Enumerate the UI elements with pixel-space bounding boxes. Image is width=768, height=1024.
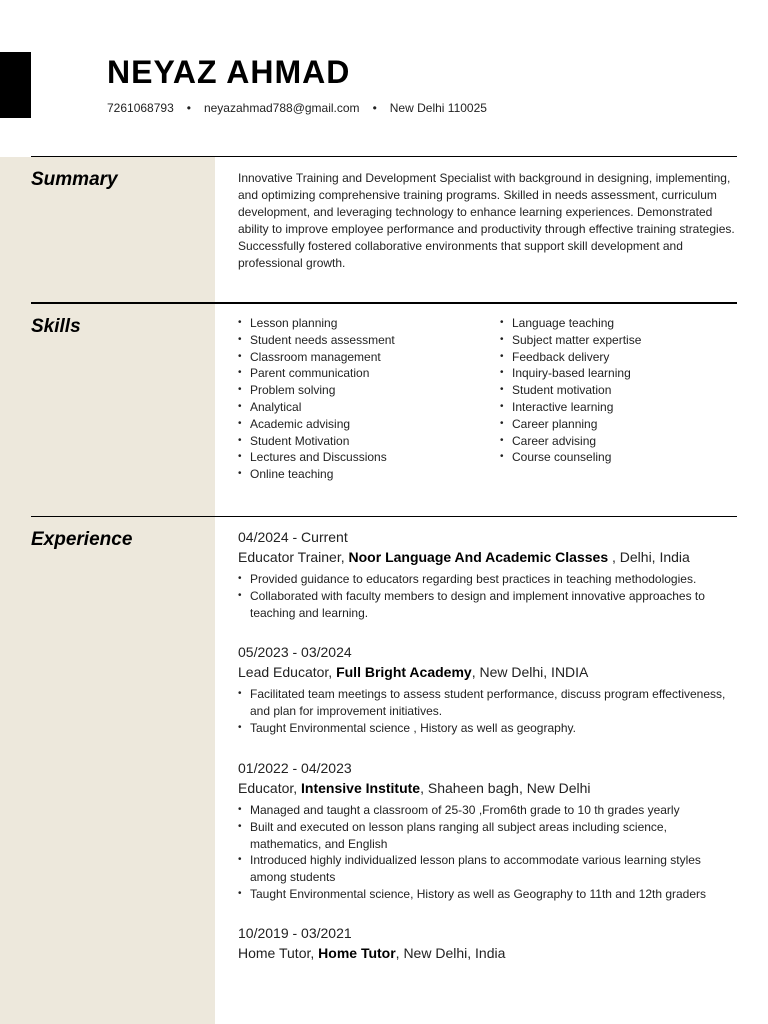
email-address: neyazahmad788@gmail.com [203, 101, 360, 115]
job-bullets [238, 686, 738, 736]
job-title [238, 943, 738, 963]
job-date: 05/2023 - 03/2024 [238, 644, 352, 660]
skill-item: • Online teaching [238, 466, 488, 483]
job-role: Lead Educator, [238, 664, 337, 680]
job-entry [238, 528, 738, 621]
job-organization: Full Bright Academy [336, 664, 472, 680]
job-place: , Shaheen bagh, New Delhi [420, 780, 591, 796]
header-accent-block [0, 52, 31, 118]
separator-dot: • [186, 101, 191, 115]
skill-item: • Classroom management [238, 349, 488, 366]
job-date: 04/2024 - Current [238, 529, 348, 545]
skill-item: • Lesson planning [238, 315, 488, 332]
section-divider [31, 302, 737, 304]
job-place: , New Delhi, INDIA [471, 664, 589, 680]
job-bullet: • Managed and taught a classroom of 25-30 ,From6th grade to 10 th grades yearly [238, 802, 738, 819]
job-bullets [238, 571, 738, 621]
skill-item: • Student needs assessment [238, 332, 488, 349]
section-divider [31, 516, 737, 517]
job-role: Educator Trainer, [238, 549, 349, 565]
job-title [238, 778, 738, 798]
skill-item: • Career advising [500, 433, 740, 450]
job-entry [238, 924, 738, 967]
skill-item: • Course counseling [500, 449, 740, 466]
skill-item: • Problem solving [238, 382, 488, 399]
job-role: Home Tutor, [238, 945, 319, 961]
job-bullet: • Provided guidance to educators regarding best practices in teaching methodologies. [238, 571, 738, 588]
job-title [238, 547, 738, 567]
job-role: Educator, [238, 780, 302, 796]
candidate-name: NEYAZ AHMAD [107, 54, 351, 90]
experience-heading: Experience [31, 529, 133, 550]
skill-item: • Feedback delivery [500, 349, 740, 366]
skill-item: • Parent communication [238, 365, 488, 382]
job-date: 10/2019 - 03/2021 [238, 925, 352, 941]
skill-item: • Language teaching [500, 315, 740, 332]
section-divider [31, 156, 737, 157]
job-bullets [238, 802, 738, 903]
job-bullet: • Introduced highly individualized lesson plans to accommodate various learning styles among students [238, 852, 738, 886]
skill-item: • Interactive learning [500, 399, 740, 416]
skill-item: • Student motivation [500, 382, 740, 399]
job-place: , Delhi, India [608, 549, 690, 565]
job-title [238, 662, 738, 682]
summary-heading: Summary [31, 169, 118, 190]
job-bullet: • Built and executed on lesson plans ranging all subject areas including science, mathematics, and English [238, 819, 738, 853]
job-bullet: • Taught Environmental science , History as well as geography. [238, 720, 738, 737]
job-bullet: • Collaborated with faculty members to design and implement innovative approaches to teaching and learning. [238, 588, 738, 622]
job-date: 01/2022 - 04/2023 [238, 760, 352, 776]
contact-line [107, 101, 487, 115]
skills-heading: Skills [31, 316, 81, 337]
skills-list-right [500, 315, 740, 466]
skill-item: • Analytical [238, 399, 488, 416]
summary-text: Innovative Training and Development Specialist with background in designing, implementing, and optimizing comprehensive training programs. Skilled in needs assessment, curriculum development, and leveraging technology to enhance learning experiences. Demonstrated ability to improve employee performance and productivity through effective training strategies. Successfully fostered collaborative environments that support skill development and professional growth. [238, 171, 735, 270]
job-bullet: • Facilitated team meetings to assess student performance, discuss program effectiveness, and plan for improvement initiatives. [238, 686, 738, 720]
skill-item: • Inquiry-based learning [500, 365, 740, 382]
left-column-background [0, 157, 215, 1024]
phone-number: 7261068793 [107, 101, 174, 115]
skills-list-left [238, 315, 488, 483]
job-entry [238, 759, 738, 903]
job-bullet: • Taught Environmental science, History as well as Geography to 11th and 12th graders [238, 886, 738, 903]
separator-dot: • [372, 101, 377, 115]
skill-item: • Career planning [500, 416, 740, 433]
skill-item: • Academic advising [238, 416, 488, 433]
skill-item: • Student Motivation [238, 433, 488, 450]
job-entry [238, 643, 738, 736]
job-place: , New Delhi, India [395, 945, 506, 961]
skill-item: • Lectures and Discussions [238, 449, 488, 466]
job-organization: Home Tutor [318, 945, 396, 961]
location: New Delhi 110025 [389, 101, 487, 115]
skill-item: • Subject matter expertise [500, 332, 740, 349]
job-organization: Noor Language And Academic Classes [348, 549, 609, 565]
job-organization: Intensive Institute [301, 780, 421, 796]
